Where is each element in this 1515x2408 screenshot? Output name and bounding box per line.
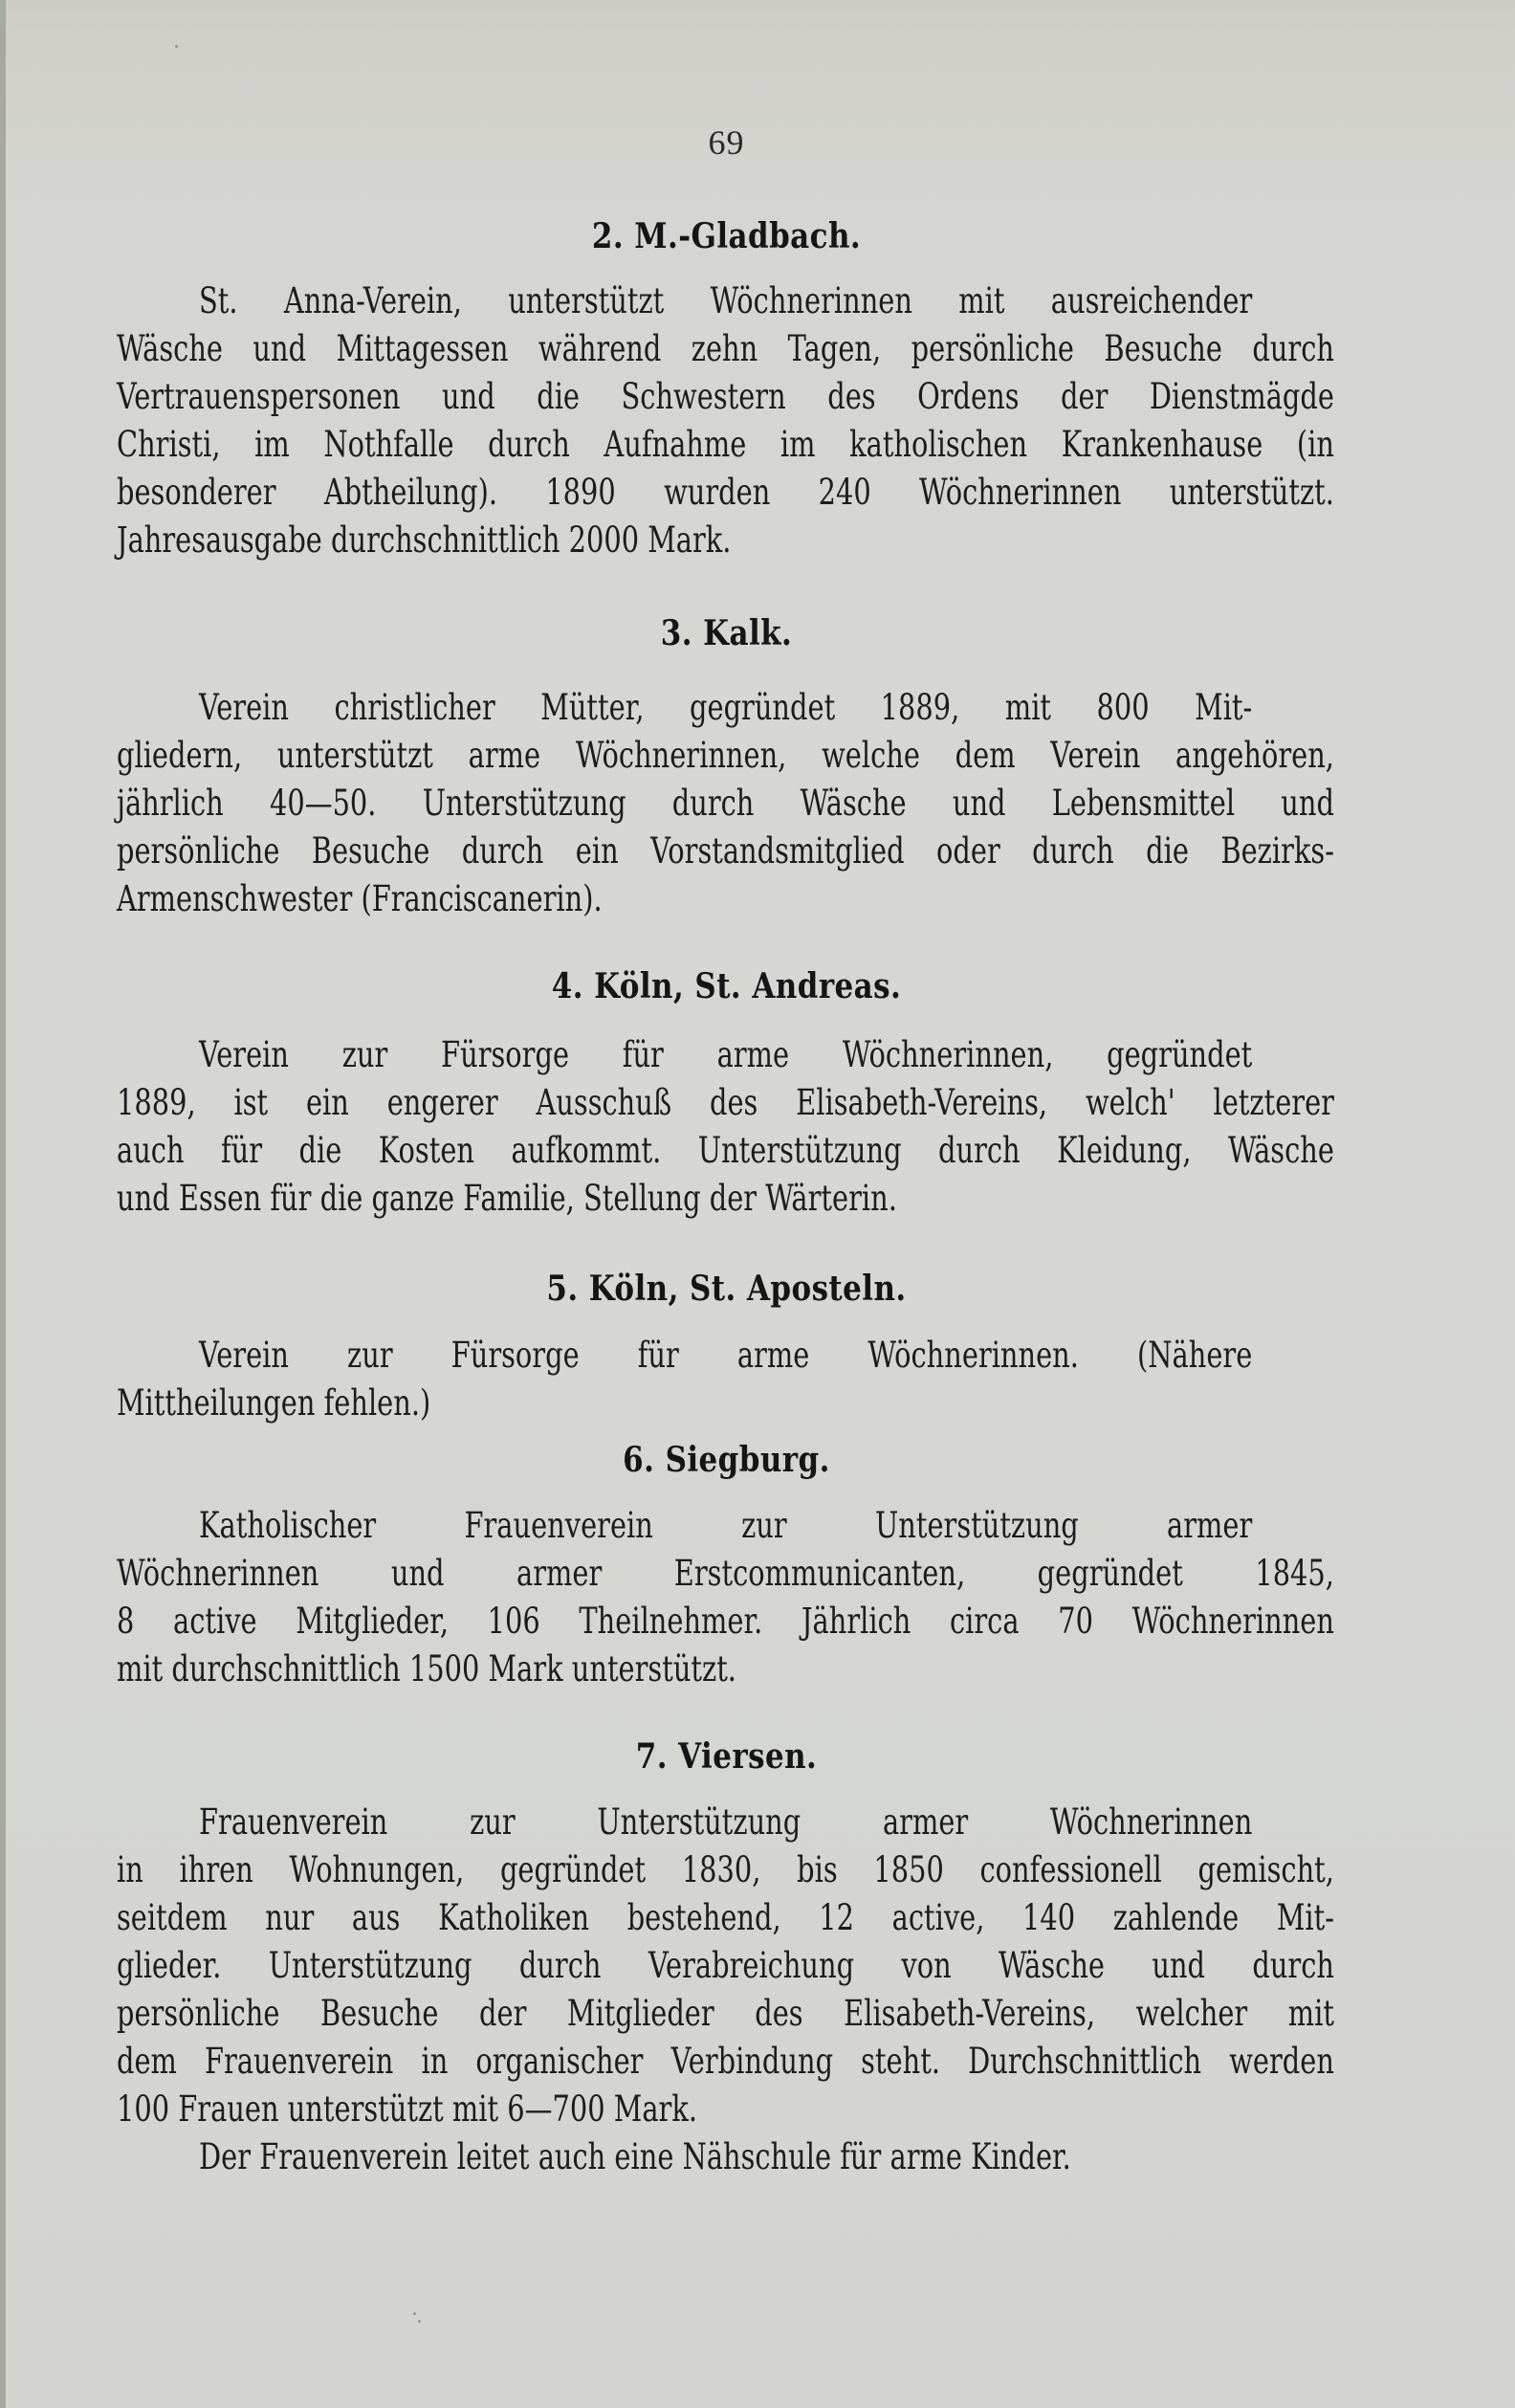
paragraph-m-gladbach [117,277,1336,564]
text-line: in ihren Wohnungen, gegründet 1830, bis 1850 confessionell gemischt, [117,1849,1334,1890]
text-line: Frauenverein zur Unterstützung armer Wöchnerinnen [199,1801,1253,1843]
text-line: Verein zur Fürsorge für arme Wöchnerinnen, gegründet [199,1034,1253,1075]
section-heading-kalk: 3. Kalk. [660,613,793,653]
text-line: besonderer Abtheilung). 1890 wurden 240 Wöchnerinnen unterstützt. [117,472,1334,513]
paragraph-koeln-st-andreas [117,1031,1336,1223]
text-line: dem Frauenverein in organischer Verbindung steht. Durchschnittlich werden [117,2041,1334,2082]
section-heading-koeln-st-aposteln: 5. Köln, St. Aposteln. [546,1269,907,1309]
text-line: Armenschwester (Franciscanerin). [117,878,603,919]
text-line: persönliche Besuche der Mitglieder des Elisabeth-Vereins, welcher mit [117,1993,1334,2034]
text-line: auch für die Kosten aufkommt. Unterstützung durch Kleidung, Wäsche [117,1130,1334,1171]
section-heading-koeln-st-andreas: 4. Köln, St. Andreas. [551,966,902,1006]
paper-speck [418,2320,421,2323]
text-line: glieder. Unterstützung durch Verabreichung von Wäsche und durch [117,1945,1334,1986]
text-line: Jahresausgabe durchschnittlich 2000 Mark. [117,519,732,561]
section-heading-m-gladbach: 2. M.-Gladbach. [591,216,862,256]
paragraph-siegburg [117,1502,1336,1693]
text-line: 8 active Mitglieder, 106 Theilnehmer. Jährlich circa 70 Wöchnerinnen [117,1601,1334,1642]
text-line: gliedern, unterstützt arme Wöchnerinnen, welche dem Verein angehören, [117,735,1334,776]
text-line: Katholischer Frauenverein zur Unterstützung armer [199,1505,1253,1546]
paragraph-viersen [117,1799,1336,2133]
page-number: 69 [708,123,745,162]
text-line: Vertrauenspersonen und die Schwestern des Ordens der Dienstmägde [117,376,1334,417]
section-heading-siegburg: 6. Siegburg. [623,1440,830,1480]
text-line: Der Frauenverein leitet auch eine Nähschule für arme Kinder. [199,2136,1071,2177]
text-line: Verein christlicher Mütter, gegründet 1889, mit 800 Mit- [199,687,1253,728]
text-line: jährlich 40—50. Unterstützung durch Wäsche und Lebensmittel und [117,783,1334,824]
paragraph-kalk [117,684,1336,923]
text-line: St. Anna-Verein, unterstützt Wöchnerinnen mit ausreichender [199,280,1253,321]
text-line: Christi, im Nothfalle durch Aufnahme im katholischen Krankenhause (in [117,424,1334,465]
text-line: Mittheilungen fehlen.) [117,1382,431,1424]
text-line: 100 Frauen unterstützt mit 6—700 Mark. [117,2088,697,2130]
text-line: Wöchnerinnen und armer Erstcommunicanten, gegründet 1845, [117,1553,1334,1594]
text-line: 1889, ist ein engerer Ausschuß des Elisabeth-Vereins, welch' letzterer [117,1082,1334,1123]
text-line: seitdem nur aus Katholiken bestehend, 12 active, 140 zahlende Mit- [117,1897,1334,1938]
paper-speck [175,45,178,48]
paragraph-viersen-naehschule [117,2133,1336,2181]
paragraph-koeln-st-aposteln [117,1332,1336,1427]
text-line: und Essen für die ganze Familie, Stellung der Wärterin. [117,1178,897,1219]
section-heading-viersen: 7. Viersen. [635,1736,818,1777]
paper-speck [413,2312,416,2315]
text-line: Verein zur Fürsorge für arme Wöchnerinnen. (Nähere [199,1335,1253,1376]
text-line: persönliche Besuche durch ein Vorstandsmitglied oder durch die Bezirks- [117,830,1334,872]
text-line: Wäsche und Mittagessen während zehn Tagen, persönliche Besuche durch [117,328,1334,369]
page-binding-edge [0,0,6,2408]
text-line: mit durchschnittlich 1500 Mark unterstützt. [117,1648,736,1690]
